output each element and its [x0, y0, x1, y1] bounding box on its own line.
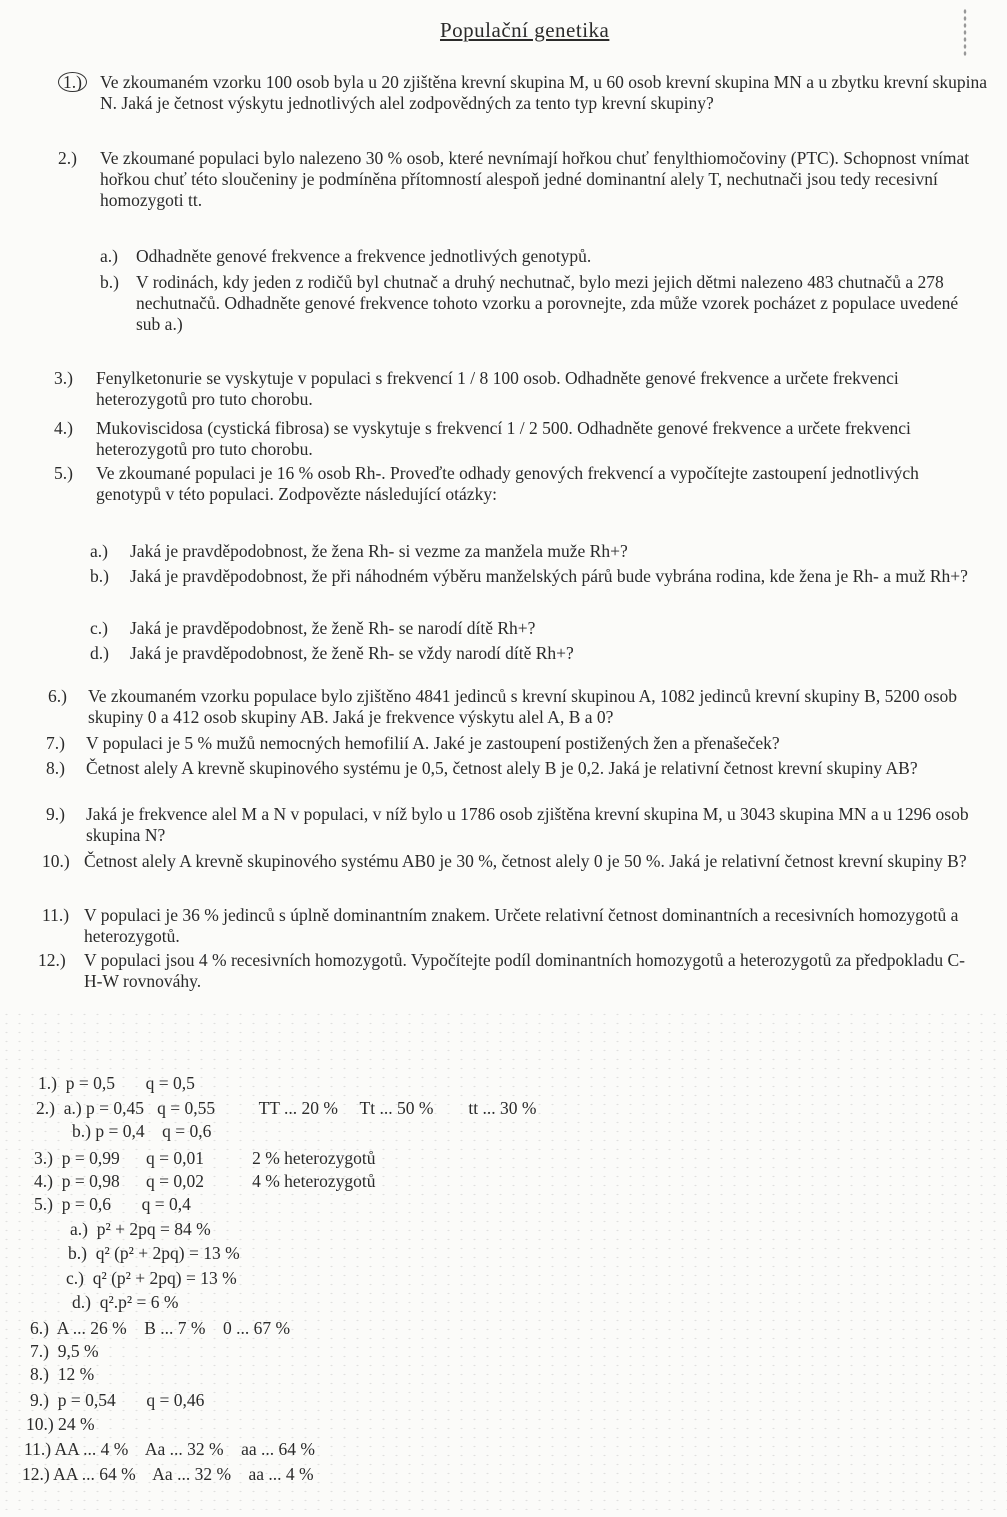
question-12	[38, 950, 983, 992]
question-text: Ve zkoumaném vzorku 100 osob byla u 20 zjištěna krevní skupina M, u 60 osob krevní skupina MN a u zbytku krevní skupina N. Jaká je četnost výskytu jednotlivých alel zodpovědných za tento typ krevní skupiny?	[100, 72, 988, 113]
question-number: 3.)	[54, 368, 73, 388]
question-text: V populaci jsou 4 % recesivních homozygotů. Vypočítejte podíl dominantních homozygotů a heterozygotů za předpokladu C-H-W rovnováhy.	[84, 950, 965, 991]
question-5b	[90, 566, 970, 587]
question-11	[42, 905, 982, 947]
question-2b	[100, 272, 980, 335]
question-number: 9.)	[46, 804, 65, 824]
answer-5b: b.) q² (p² + 2pq) = 13 %	[68, 1243, 240, 1263]
question-6	[48, 686, 983, 728]
question-text: Mukoviscidosa (cystická fibrosa) se vyskytuje s frekvencí 1 / 2 500. Odhadněte genové frekvence a určete frekvenci heterozygotů pro tuto chorobu.	[96, 418, 911, 459]
question-2	[58, 148, 988, 211]
question-number: 7.)	[46, 733, 65, 753]
question-text: V populaci je 36 % jedinců s úplně dominantním znakem. Určete relativní četnost dominantních a recesivních homozygotů a heterozygotů.	[84, 905, 959, 946]
subquestion-letter: a.)	[100, 246, 118, 266]
answer-5a: a.) p² + 2pq = 84 %	[70, 1219, 211, 1239]
subquestion-text: Jaká je pravděpodobnost, že ženě Rh- se vždy narodí dítě Rh+?	[130, 643, 574, 663]
question-text: Ve zkoumaném vzorku populace bylo zjištěno 4841 jedinců s krevní skupinou A, 1082 jedinců krevní skupiny B, 5200 osob skupiny 0 a 412 osob skupiny AB. Jaká je frekvence výskytu alel A, B a 0?	[88, 686, 958, 727]
answer-4: 4.) p = 0,98 q = 0,02 4 % heterozygotů	[34, 1171, 376, 1191]
question-number: 10.)	[42, 851, 70, 871]
question-8	[46, 758, 981, 779]
subquestion-letter: c.)	[90, 618, 108, 638]
subquestion-letter: b.)	[100, 272, 119, 292]
question-text: V populaci je 5 % mužů nemocných hemofilií A. Jaké je zastoupení postižených žen a přenašeček?	[86, 733, 780, 753]
answer-3: 3.) p = 0,99 q = 0,01 2 % heterozygotů	[34, 1148, 376, 1168]
answer-8: 8.) 12 %	[30, 1364, 95, 1384]
question-number: 1.)	[58, 72, 87, 92]
answer-11: 11.) AA ... 4 % Aa ... 32 % aa ... 64 %	[24, 1439, 315, 1459]
question-text: Fenylketonurie se vyskytuje v populaci s frekvencí 1 / 8 100 osob. Odhadněte genové frekvence a určete frekvenci heterozygotů pro tuto chorobu.	[96, 368, 899, 409]
answer-5c: c.) q² (p² + 2pq) = 13 %	[66, 1268, 237, 1288]
question-number: 5.)	[54, 463, 73, 483]
question-text: Ve zkoumané populaci je 16 % osob Rh-. Proveďte odhady genových frekvencí a vypočítejte zastoupení jednotlivých genotypů v této populaci. Zodpovězte následující otázky:	[96, 463, 919, 504]
answer-2a: 2.) a.) p = 0,45 q = 0,55 TT ... 20 % Tt ... 50 % tt ... 30 %	[36, 1098, 537, 1118]
answer-2b: b.) p = 0,4 q = 0,6	[72, 1121, 212, 1141]
subquestion-letter: a.)	[90, 541, 108, 561]
answer-10: 10.) 24 %	[26, 1414, 95, 1434]
question-3	[54, 368, 984, 410]
question-1	[58, 72, 988, 114]
answer-1: 1.) p = 0,5 q = 0,5	[38, 1073, 195, 1093]
question-5a	[90, 541, 970, 562]
question-text: Četnost alely A krevně skupinového systému je 0,5, četnost alely B je 0,2. Jaká je relativní četnost krevní skupiny AB?	[86, 758, 918, 778]
question-9	[46, 804, 981, 846]
question-number: 8.)	[46, 758, 65, 778]
subquestion-letter: d.)	[90, 643, 109, 663]
scan-noise	[963, 8, 967, 58]
question-10	[42, 851, 982, 872]
question-number: 6.)	[48, 686, 67, 706]
question-4	[54, 418, 984, 460]
subquestion-text: Jaká je pravděpodobnost, že žena Rh- si vezme za manžela muže Rh+?	[130, 541, 628, 561]
question-text: Ve zkoumané populaci bylo nalezeno 30 % osob, které nevnímají hořkou chuť fenylthiomočoviny (PTC). Schopnost vnímat hořkou chuť této sloučeniny je podmíněna přítomností alespoň jedné dominantní alely T, nechutnači jsou tedy recesivní homozygoti tt.	[100, 148, 970, 210]
question-number: 4.)	[54, 418, 73, 438]
subquestion-text: Odhadněte genové frekvence a frekvence jednotlivých genotypů.	[136, 246, 592, 266]
page-title: Populační genetika	[440, 18, 610, 42]
subquestion-letter: b.)	[90, 566, 109, 586]
question-number: 2.)	[58, 148, 77, 168]
question-5	[54, 463, 984, 505]
question-7	[46, 733, 981, 754]
question-number: 11.)	[42, 905, 70, 925]
question-text: Jaká je frekvence alel M a N v populaci, v níž bylo u 1786 osob zjištěna krevní skupina M, u 3043 skupina MN a u 1296 osob skupina N?	[86, 804, 969, 845]
answer-12: 12.) AA ... 64 % Aa ... 32 % aa ... 4 %	[22, 1464, 314, 1484]
subquestion-text: Jaká je pravděpodobnost, že při náhodném výběru manželských párů bude vybrána rodina, kde žena je Rh- a muž Rh+?	[130, 566, 968, 586]
answer-5: 5.) p = 0,6 q = 0,4	[34, 1194, 191, 1214]
question-5c	[90, 618, 970, 639]
subquestion-text: Jaká je pravděpodobnost, že ženě Rh- se narodí dítě Rh+?	[130, 618, 536, 638]
question-text: Četnost alely A krevně skupinového systému AB0 je 30 %, četnost alely 0 je 50 %. Jaká je relativní četnost krevní skupiny B?	[84, 851, 967, 871]
question-2a	[100, 246, 980, 267]
question-5d	[90, 643, 970, 664]
subquestion-text: V rodinách, kdy jeden z rodičů byl chutnač a druhý nechutnač, bylo mezi jejich dětmi nalezeno 483 chutnačů a 278 nechutnačů. Odhadněte genové frekvence tohoto vzorku a porovnejte, zda může vzorek pocházet z populace uvedené sub a.)	[136, 272, 959, 334]
answer-9: 9.) p = 0,54 q = 0,46	[30, 1390, 205, 1410]
answer-6: 6.) A ... 26 % B ... 7 % 0 ... 67 %	[30, 1318, 291, 1338]
answer-7: 7.) 9,5 %	[30, 1341, 99, 1361]
question-number: 12.)	[38, 950, 66, 970]
answer-5d: d.) q².p² = 6 %	[72, 1292, 179, 1312]
